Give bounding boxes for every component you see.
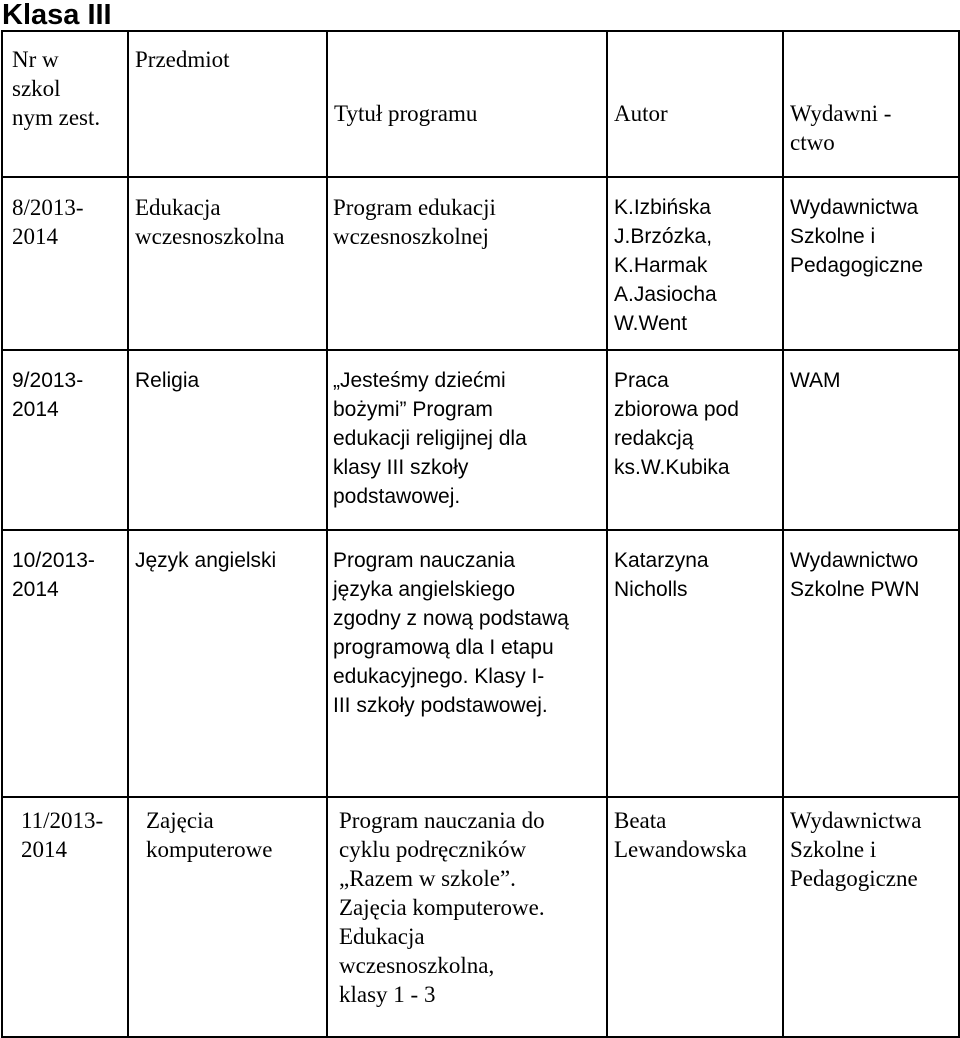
cell-przedmiot: Religia	[128, 350, 327, 530]
cell-przedmiot: Zajęcia komputerowe	[128, 797, 327, 1037]
header-nr: Nr w szkol nym zest.	[2, 31, 128, 177]
header-tytul-programu: Tytuł programu	[327, 31, 607, 177]
table-row	[2, 350, 959, 530]
cell-wydawnictwo: Wydawnictwa Szkolne i Pedagogiczne	[783, 177, 959, 350]
cell-wydawnictwo: Wydawnictwa Szkolne i Pedagogiczne	[783, 797, 959, 1037]
cell-tytul: Program nauczania do cyklu podręczników „Razem w szkole”. Zajęcia komputerowe. Edukacja wczesnoszkolna, klasy 1 - 3	[327, 797, 607, 1037]
page-title: Klasa III	[2, 0, 112, 31]
cell-autor: Praca zbiorowa pod redakcją ks.W.Kubika	[607, 350, 783, 530]
cell-tytul: „Jesteśmy dziećmi bożymi” Program edukacji religijnej dla klasy III szkoły podstawowej.	[327, 350, 607, 530]
header-przedmiot: Przedmiot	[128, 31, 327, 177]
header-wydawnictwo: Wydawni - ctwo	[783, 31, 959, 177]
program-table	[1, 30, 960, 1038]
cell-przedmiot: Język angielski	[128, 530, 327, 797]
table-row	[2, 797, 959, 1037]
cell-nr: 10/2013- 2014	[2, 530, 128, 797]
cell-przedmiot: Edukacja wczesnoszkolna	[128, 177, 327, 350]
cell-wydawnictwo: Wydawnictwo Szkolne PWN	[783, 530, 959, 797]
cell-wydawnictwo: WAM	[783, 350, 959, 530]
cell-autor: Beata Lewandowska	[607, 797, 783, 1037]
cell-tytul: Program nauczania języka angielskiego zgodny z nową podstawą programową dla I etapu edukacyjnego. Klasy I- III szkoły podstawowej.	[327, 530, 607, 797]
cell-nr: 11/2013- 2014	[2, 797, 128, 1037]
table-row	[2, 530, 959, 797]
cell-nr: 8/2013- 2014	[2, 177, 128, 350]
header-row	[2, 31, 959, 177]
header-autor: Autor	[607, 31, 783, 177]
cell-tytul: Program edukacji wczesnoszkolnej	[327, 177, 607, 350]
cell-nr: 9/2013- 2014	[2, 350, 128, 530]
table-row	[2, 177, 959, 350]
cell-autor: K.Izbińska J.Brzózka, K.Harmak A.Jasiocha W.Went	[607, 177, 783, 350]
cell-autor: Katarzyna Nicholls	[607, 530, 783, 797]
